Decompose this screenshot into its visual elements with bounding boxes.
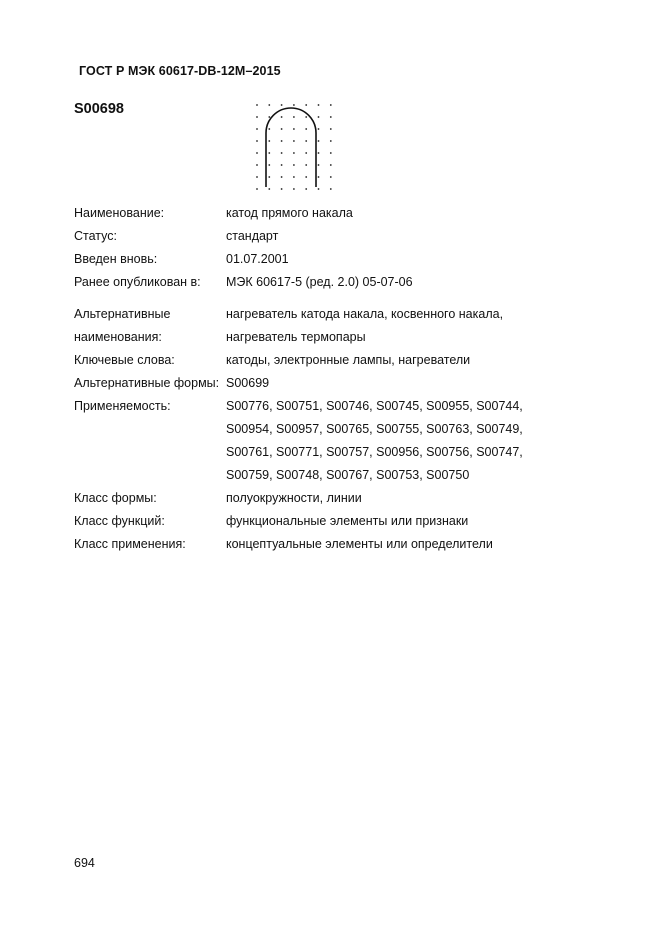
property-row — [74, 510, 594, 533]
grid-dot — [330, 164, 332, 166]
grid-dot — [330, 128, 332, 130]
property-value-line: концептуальные элементы или определители — [226, 537, 493, 551]
property-value-line: 01.07.2001 — [226, 252, 289, 266]
property-value-line: стандарт — [226, 229, 279, 243]
property-row — [74, 271, 594, 294]
grid-dot — [318, 140, 320, 142]
property-value — [226, 248, 594, 271]
grid-dot — [305, 152, 307, 154]
grid-dot — [293, 188, 295, 190]
grid-dot — [305, 140, 307, 142]
grid-dot — [293, 116, 295, 118]
grid-dot — [268, 152, 270, 154]
direct-heated-cathode-symbol-icon — [254, 103, 334, 198]
grid-dot — [281, 152, 283, 154]
property-value-line: нагреватель термопары — [226, 330, 366, 344]
grid-dot — [305, 164, 307, 166]
grid-dot — [305, 176, 307, 178]
property-label: Введен вновь: — [74, 252, 158, 266]
property-row — [74, 487, 594, 510]
grid-dot — [256, 164, 258, 166]
grid-dot — [256, 188, 258, 190]
grid-dot — [268, 116, 270, 118]
property-value-line: S00699 — [226, 376, 270, 390]
grid-dot — [281, 104, 283, 106]
property-label: Класс применения: — [74, 537, 186, 551]
property-value-line: МЭК 60617-5 (ред. 2.0) 05-07-06 — [226, 275, 413, 289]
grid-dot — [268, 176, 270, 178]
property-label: Ключевые слова: — [74, 353, 175, 367]
property-value-line: S00761, S00771, S00757, S00956, S00756, S00747, — [226, 445, 523, 459]
grid-dot — [256, 128, 258, 130]
property-value — [226, 303, 594, 349]
property-value — [226, 349, 594, 372]
property-value-line: S00954, S00957, S00765, S00755, S00763, S00749, — [226, 422, 523, 436]
grid-dot — [330, 116, 332, 118]
grid-dot — [305, 104, 307, 106]
property-row — [74, 349, 594, 372]
page-number: 694 — [74, 856, 95, 870]
grid-dot — [281, 140, 283, 142]
property-row — [74, 202, 594, 225]
property-label: Альтернативные наименования: — [74, 307, 171, 344]
grid-dot — [330, 188, 332, 190]
grid-dot — [256, 116, 258, 118]
cathode-filament-shape — [266, 108, 316, 187]
property-value — [226, 225, 594, 248]
property-value-line: нагреватель катода накала, косвенного накала, — [226, 307, 504, 321]
grid-dot — [318, 176, 320, 178]
grid-dot — [268, 128, 270, 130]
grid-dot — [293, 176, 295, 178]
grid-dot — [281, 116, 283, 118]
grid-dot — [318, 116, 320, 118]
grid-dot — [305, 188, 307, 190]
property-value-line: S00776, S00751, S00746, S00745, S00955, S00744, — [226, 399, 523, 413]
grid-dot — [318, 104, 320, 106]
grid-dot — [256, 152, 258, 154]
property-label: Ранее опубликован в: — [74, 275, 201, 289]
property-row — [74, 225, 594, 248]
property-row — [74, 395, 594, 487]
property-value-line: функциональные элементы или признаки — [226, 514, 469, 528]
grid-dot — [256, 140, 258, 142]
property-label: Статус: — [74, 229, 117, 243]
property-value-line: полуокружности, линии — [226, 491, 362, 505]
property-row — [74, 303, 594, 349]
property-value — [226, 533, 594, 556]
grid-dot — [293, 140, 295, 142]
grid-dot — [318, 128, 320, 130]
grid-dot — [281, 128, 283, 130]
grid-dot — [330, 104, 332, 106]
property-row — [74, 533, 594, 556]
grid-dot — [293, 104, 295, 106]
grid-dot — [318, 188, 320, 190]
properties-table — [74, 202, 594, 556]
property-value-line: катоды, электронные лампы, нагреватели — [226, 353, 471, 367]
grid-dot — [268, 140, 270, 142]
property-label: Наименование: — [74, 206, 165, 220]
property-value-line: S00759, S00748, S00767, S00753, S00750 — [226, 468, 470, 482]
property-label: Альтернативные формы: — [74, 376, 220, 390]
grid-dot — [293, 128, 295, 130]
grid-dot — [281, 164, 283, 166]
grid-dot — [305, 128, 307, 130]
grid-dot — [293, 152, 295, 154]
property-value — [226, 395, 594, 487]
grid-dot — [330, 176, 332, 178]
property-value — [226, 372, 594, 395]
grid-dot — [330, 140, 332, 142]
grid-dot — [305, 116, 307, 118]
symbol-code: S00698 — [74, 101, 124, 117]
property-value — [226, 487, 594, 510]
property-value-line: катод прямого накала — [226, 206, 353, 220]
property-value — [226, 202, 594, 225]
property-label: Применяемость: — [74, 399, 171, 413]
symbol-grid — [256, 104, 332, 190]
grid-dot — [268, 188, 270, 190]
grid-dot — [293, 164, 295, 166]
grid-dot — [256, 104, 258, 106]
grid-dot — [281, 188, 283, 190]
property-row — [74, 248, 594, 271]
grid-dot — [256, 176, 258, 178]
property-value — [226, 271, 594, 294]
grid-dot — [281, 176, 283, 178]
grid-dot — [318, 164, 320, 166]
grid-dot — [268, 104, 270, 106]
property-row — [74, 372, 594, 395]
property-value — [226, 510, 594, 533]
property-label: Класс формы: — [74, 491, 157, 505]
grid-dot — [318, 152, 320, 154]
grid-dot — [268, 164, 270, 166]
document-header: ГОСТ Р МЭК 60617-DB-12M–2015 — [79, 64, 281, 78]
grid-dot — [330, 152, 332, 154]
property-label: Класс функций: — [74, 514, 165, 528]
